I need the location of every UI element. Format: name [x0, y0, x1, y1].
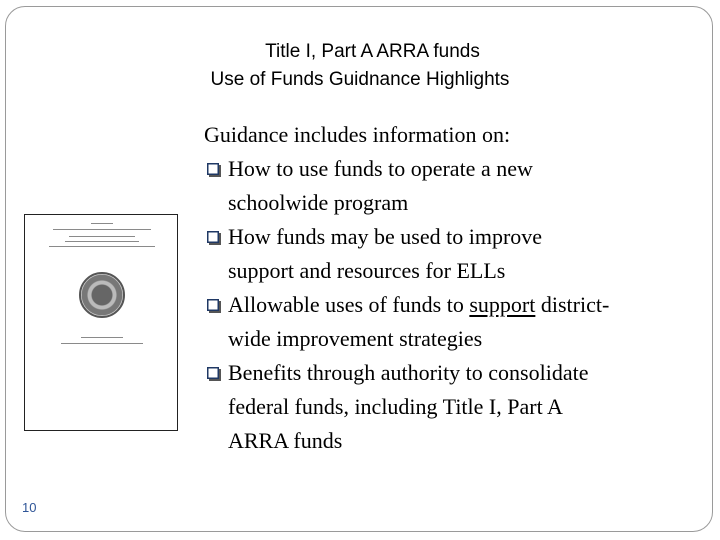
- bullet-line: schoolwide program: [228, 190, 409, 215]
- bullet-line: How to use funds to operate a new: [228, 156, 533, 181]
- bullet-text: Allowable uses of funds to: [228, 292, 470, 317]
- square-box-bullet-icon: [206, 298, 222, 314]
- page-number: 10: [22, 500, 37, 515]
- bullet-item: [204, 152, 704, 220]
- bullet-line: [228, 288, 704, 322]
- bullet-line: Benefits through authority to consolidate: [228, 360, 589, 385]
- square-box-bullet-icon: [206, 162, 222, 178]
- slide-title: [0, 38, 720, 94]
- square-box-bullet-icon: [206, 230, 222, 246]
- underlined-word: support: [469, 292, 536, 317]
- body-content: [204, 118, 704, 458]
- bullet-line: support and resources for ELLs: [228, 258, 506, 283]
- title-line-1: Title I, Part A ARRA funds: [265, 41, 480, 62]
- bullet-item: [204, 288, 704, 356]
- bullet-text: district-: [535, 292, 610, 317]
- title-line-2: Use of Funds Guidnance Highlights: [210, 69, 510, 90]
- bullet-line: wide improvement strategies: [228, 326, 483, 351]
- guidance-document-thumbnail: [24, 214, 178, 431]
- square-box-bullet-icon: [206, 366, 222, 382]
- bullet-line: How funds may be used to improve: [228, 224, 543, 249]
- seal-icon: [79, 272, 125, 318]
- bullet-line: federal funds, including Title I, Part A: [228, 394, 563, 419]
- bullet-line: ARRA funds: [228, 428, 343, 453]
- intro-text: Guidance includes information on:: [204, 122, 511, 147]
- bullet-item: [204, 356, 704, 458]
- bullet-item: [204, 220, 704, 288]
